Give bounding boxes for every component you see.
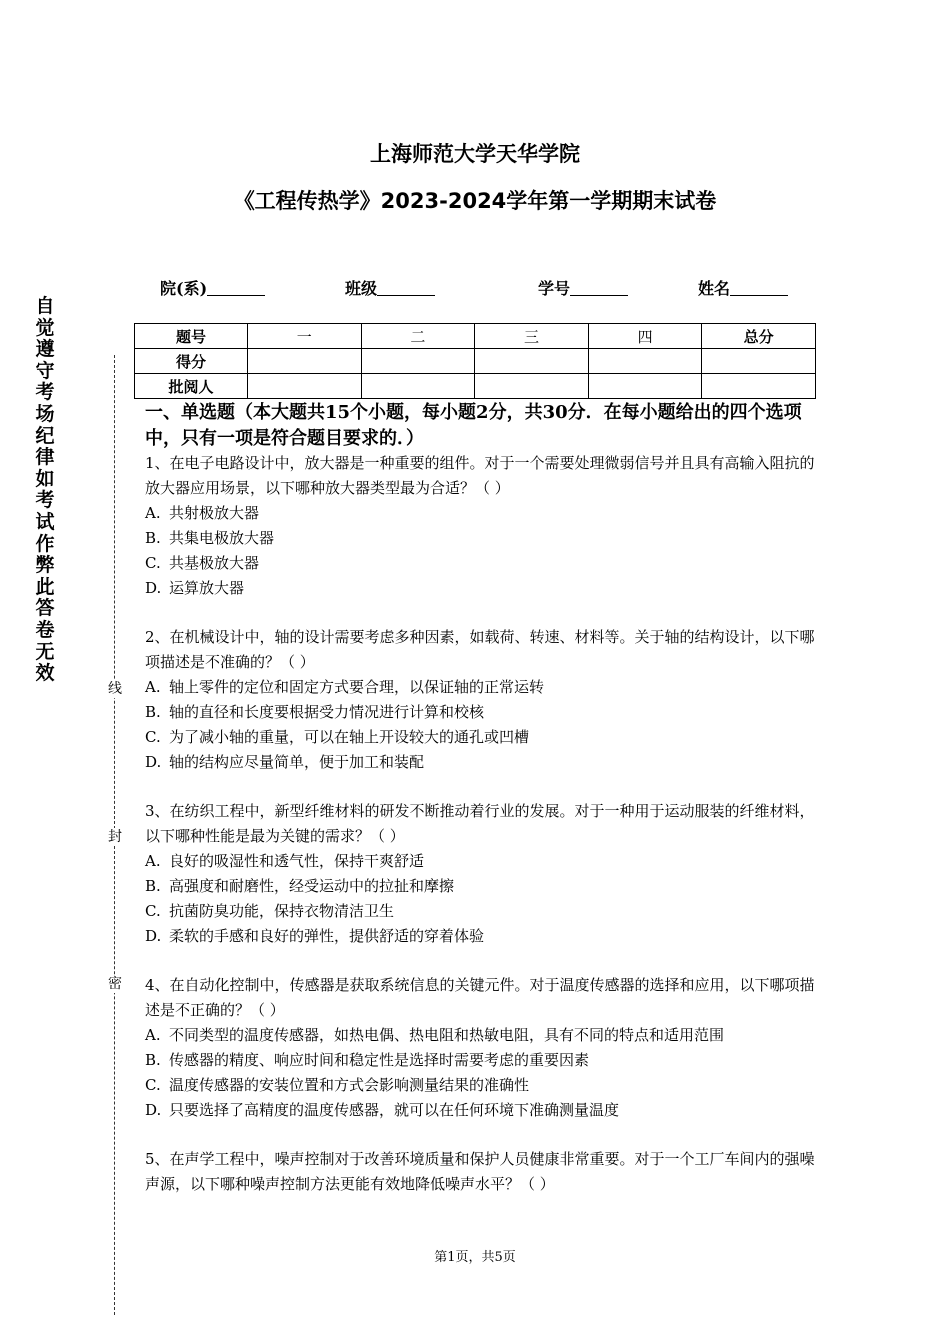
binding-mark-secret: 密 bbox=[108, 976, 122, 992]
option-text: 轴的直径和长度要根据受力情况进行计算和校核 bbox=[169, 703, 485, 721]
section-heading: 一、单选题（本大题共15个小题，每小题2分，共30分．在每小题给出的四个选项中，只有一项是符合题目要求的．） bbox=[145, 402, 802, 449]
option-letter: A. bbox=[145, 1026, 161, 1044]
option-letter: B. bbox=[145, 1051, 161, 1069]
score-table bbox=[134, 323, 816, 399]
name-field bbox=[698, 276, 788, 299]
option-a[interactable] bbox=[145, 849, 820, 874]
question-3 bbox=[145, 799, 820, 949]
option-b[interactable] bbox=[145, 700, 820, 725]
question-5 bbox=[145, 1147, 820, 1197]
option-text: 运算放大器 bbox=[169, 579, 245, 597]
option-text: 不同类型的温度传感器，如热电偶、热电阻和热敏电阻，具有不同的特点和适用范围 bbox=[169, 1026, 725, 1044]
option-d[interactable] bbox=[145, 924, 820, 949]
side-notice-char: 自 bbox=[35, 295, 55, 317]
grader-cell[interactable] bbox=[475, 374, 589, 399]
option-letter: C. bbox=[145, 554, 161, 572]
page-number: 第1页，共5页 bbox=[434, 1250, 516, 1265]
option-letter: B. bbox=[145, 703, 161, 721]
student-id-field bbox=[538, 276, 628, 299]
option-letter: C. bbox=[145, 728, 161, 746]
department-blank[interactable] bbox=[207, 279, 265, 296]
side-notice-char: 考 bbox=[35, 489, 55, 512]
option-text: 传感器的精度、响应时间和稳定性是选择时需要考虑的重要因素 bbox=[169, 1051, 590, 1069]
side-notice-char: 场 bbox=[35, 402, 55, 425]
score-header-cell: 三 bbox=[475, 324, 589, 349]
side-notice-char: 试 bbox=[35, 510, 55, 533]
side-notice-char: 卷 bbox=[35, 618, 55, 641]
score-header-cell: 四 bbox=[588, 324, 702, 349]
side-notice-char: 作 bbox=[35, 532, 55, 555]
option-text: 为了减小轴的重量，可以在轴上开设较大的通孔或凹槽 bbox=[169, 728, 530, 746]
student-id-blank[interactable] bbox=[570, 279, 628, 296]
option-c[interactable] bbox=[145, 899, 820, 924]
score-cell[interactable] bbox=[702, 349, 816, 374]
grader-cell[interactable] bbox=[702, 374, 816, 399]
option-letter: A. bbox=[145, 852, 161, 870]
option-letter: C. bbox=[145, 902, 161, 920]
side-notice-char: 无 bbox=[35, 640, 55, 663]
class-label: 班级 bbox=[345, 279, 378, 298]
option-letter: D. bbox=[145, 753, 162, 771]
option-b[interactable] bbox=[145, 1048, 820, 1073]
option-d[interactable] bbox=[145, 750, 820, 775]
grader-row-label: 批阅人 bbox=[135, 374, 248, 399]
option-text: 轴上零件的定位和固定方式要合理，以保证轴的正常运转 bbox=[169, 678, 545, 696]
option-letter: D. bbox=[145, 927, 162, 945]
grader-cell[interactable] bbox=[248, 374, 362, 399]
class-blank[interactable] bbox=[377, 279, 435, 296]
option-c[interactable] bbox=[145, 725, 820, 750]
option-b[interactable] bbox=[145, 874, 820, 899]
option-c[interactable] bbox=[145, 551, 820, 576]
option-b[interactable] bbox=[145, 526, 820, 551]
option-text: 轴的结构应尽量简单，便于加工和装配 bbox=[169, 753, 425, 771]
side-notice-char: 此 bbox=[35, 575, 55, 598]
score-row-label: 得分 bbox=[135, 349, 248, 374]
option-letter: B. bbox=[145, 529, 161, 547]
department-field bbox=[160, 276, 265, 299]
option-c[interactable] bbox=[145, 1073, 820, 1098]
paper-title: 《工程传热学》2023-2024学年第一学期期末试卷 bbox=[233, 189, 717, 213]
option-letter: D. bbox=[145, 579, 162, 597]
score-header-cell: 二 bbox=[361, 324, 475, 349]
question-stem: 1、在电子电路设计中，放大器是一种重要的组件。对于一个需要处理微弱信号并且具有高输入阻抗的放大器应用场景，以下哪种放大器类型最为合适？（ ） bbox=[145, 454, 815, 497]
question-stem: 5、在声学工程中，噪声控制对于改善环境质量和保护人员健康非常重要。对于一个工厂车间内的强噪声源，以下哪种噪声控制方法更能有效地降低噪声水平？（ ） bbox=[145, 1150, 815, 1193]
grader-cell[interactable] bbox=[588, 374, 702, 399]
option-text: 良好的吸湿性和透气性，保持干爽舒适 bbox=[169, 852, 425, 870]
option-letter: D. bbox=[145, 1101, 162, 1119]
score-cell[interactable] bbox=[588, 349, 702, 374]
option-d[interactable] bbox=[145, 576, 820, 601]
school-name: 上海师范大学天华学院 bbox=[370, 142, 580, 166]
score-header-cell: 题号 bbox=[135, 324, 248, 349]
option-text: 共射极放大器 bbox=[169, 504, 260, 522]
side-notice-char: 觉 bbox=[35, 316, 55, 339]
side-notice-char: 答 bbox=[35, 597, 55, 620]
binding-mark-seal: 封 bbox=[108, 829, 122, 845]
score-row bbox=[135, 349, 816, 374]
score-header-cell: 一 bbox=[248, 324, 362, 349]
question-stem: 3、在纺织工程中，新型纤维材料的研发不断推动着行业的发展。对于一种用于运动服装的纤维材料，以下哪种性能是最为关键的需求？（ ） bbox=[145, 802, 815, 845]
side-notice-char: 遵 bbox=[35, 338, 55, 361]
side-notice-char: 效 bbox=[35, 662, 55, 685]
option-text: 高强度和耐磨性，经受运动中的拉扯和摩擦 bbox=[169, 877, 455, 895]
option-text: 只要选择了高精度的温度传感器，就可以在任何环境下准确测量温度 bbox=[169, 1101, 620, 1119]
score-cell[interactable] bbox=[361, 349, 475, 374]
score-cell[interactable] bbox=[248, 349, 362, 374]
student-id-label: 学号 bbox=[538, 279, 571, 298]
option-text: 柔软的手感和良好的弹性，提供舒适的穿着体验 bbox=[169, 927, 485, 945]
grader-cell[interactable] bbox=[361, 374, 475, 399]
option-letter: B. bbox=[145, 877, 161, 895]
question-1 bbox=[145, 451, 820, 601]
name-label: 姓名 bbox=[698, 279, 731, 298]
option-text: 共基极放大器 bbox=[169, 554, 260, 572]
option-a[interactable] bbox=[145, 501, 820, 526]
question-2 bbox=[145, 625, 820, 775]
option-a[interactable] bbox=[145, 675, 820, 700]
option-text: 温度传感器的安装位置和方式会影响测量结果的准确性 bbox=[169, 1076, 530, 1094]
name-blank[interactable] bbox=[730, 279, 788, 296]
side-notice bbox=[34, 296, 56, 685]
option-d[interactable] bbox=[145, 1098, 820, 1123]
option-a[interactable] bbox=[145, 1023, 820, 1048]
option-letter: A. bbox=[145, 504, 161, 522]
question-4 bbox=[145, 973, 820, 1123]
side-notice-char: 如 bbox=[35, 467, 55, 490]
binding-mark-line: 线 bbox=[108, 681, 122, 697]
option-letter: A. bbox=[145, 678, 161, 696]
class-field bbox=[345, 276, 435, 299]
score-table-header-row bbox=[135, 324, 816, 349]
question-stem: 2、在机械设计中，轴的设计需要考虑多种因素，如载荷、转速、材料等。关于轴的结构设计，以下哪项描述是不准确的？（ ） bbox=[145, 628, 815, 671]
score-header-cell: 总分 bbox=[702, 324, 816, 349]
department-label: 院(系) bbox=[160, 279, 208, 298]
question-stem: 4、在自动化控制中，传感器是获取系统信息的关键元件。对于温度传感器的选择和应用，以下哪项描述是不正确的？（ ） bbox=[145, 976, 815, 1019]
side-notice-char: 守 bbox=[35, 359, 55, 382]
side-notice-char: 弊 bbox=[35, 554, 55, 577]
option-text: 抗菌防臭功能，保持衣物清洁卫生 bbox=[169, 902, 395, 920]
side-notice-char: 考 bbox=[35, 381, 55, 404]
option-letter: C. bbox=[145, 1076, 161, 1094]
side-notice-char: 律 bbox=[35, 446, 55, 469]
side-notice-char: 纪 bbox=[35, 424, 55, 447]
grader-row bbox=[135, 374, 816, 399]
option-text: 共集电极放大器 bbox=[169, 529, 275, 547]
score-cell[interactable] bbox=[475, 349, 589, 374]
